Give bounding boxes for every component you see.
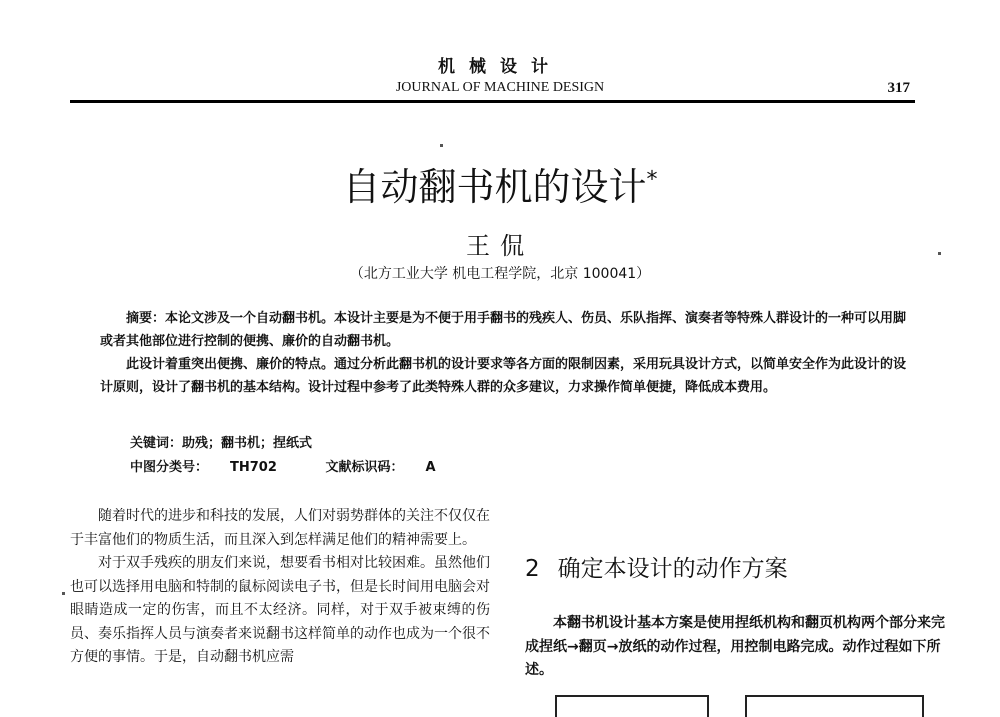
journal-title-en: JOURNAL OF MACHINE DESIGN — [395, 80, 605, 95]
clc-value: TH702 — [230, 460, 277, 475]
clc-label: 中图分类号： — [130, 460, 209, 475]
body-paragraph: 本翻书机设计基本方案是使用捏纸机构和翻页机构两个部分来完成捏纸→翻页→放纸的动作过程，用控制电路完成。动作过程如下所述。 — [525, 615, 945, 678]
classification-line — [130, 456, 480, 475]
scan-speck — [62, 592, 65, 595]
abstract-text-1: 本论文涉及一个自动翻书机。本设计主要是为不便于用手翻书的残疾人、伤员、乐队指挥、演奏者等特殊人群设计的一种可以用脚或者其他部位进行控制的便携、廉价的自动翻书机。 — [100, 311, 907, 349]
section-number: 2 — [525, 556, 540, 582]
scan-speck — [938, 252, 941, 255]
clc-code — [130, 460, 299, 475]
article-title — [0, 156, 1000, 211]
author-affiliation: （北方工业大学 机电工程学院，北京 100041） — [349, 266, 651, 282]
abstract-label: 摘要： — [126, 311, 166, 326]
flowchart-box — [555, 695, 709, 717]
body-paragraph: 对于双手残疾的朋友们来说，想要看书相对比较困难。虽然他们也可以选择用电脑和特制的鼠标阅读电子书，但是长时间用电脑会对眼睛造成一定的伤害，而且不太经济。同样，对于双手被束缚的伤员、奏乐指挥人员与演奏者来说翻书这样简单的动作也成为一个很不方便的事情。于是，自动翻书机应需 — [70, 555, 490, 665]
page-number: 317 — [887, 80, 910, 96]
doc-code-label: 文献标识码： — [325, 460, 404, 475]
body-paragraph: 随着时代的进步和科技的发展，人们对弱势群体的关注不仅仅在于丰富他们的物质生活，而且深入到怎样满足他们的精神需要上。 — [70, 508, 490, 548]
section-title: 确定本设计的动作方案 — [557, 556, 788, 582]
article-title-text: 自动翻书机的设计 — [342, 165, 647, 209]
abstract-para-1 — [100, 307, 915, 353]
header-rule — [70, 100, 915, 103]
keywords-value: 助残；翻书机；捏纸式 — [182, 436, 313, 451]
document-code — [325, 460, 457, 475]
title-footnote-mark: * — [646, 167, 658, 193]
author-name: 王侃 — [466, 232, 534, 260]
keywords — [130, 432, 312, 451]
abstract — [100, 307, 915, 399]
body-left-column — [70, 505, 490, 670]
section-heading — [525, 550, 788, 583]
keywords-label: 关键词： — [130, 436, 183, 451]
scan-speck — [440, 144, 443, 147]
abstract-para-2: 此设计着重突出便携、廉价的特点。通过分析此翻书机的设计要求等各方面的限制因素，采用玩具设计方式，以简单安全作为此设计的设计原则，设计了翻书机的基本结构。设计过程中参考了此类特殊人群的众多建议，力求操作简单便捷，降低成本费用。 — [100, 357, 907, 395]
body-right-column — [525, 612, 945, 683]
doc-code-value: A — [425, 460, 436, 475]
journal-title-cn: 机械设计 — [438, 57, 562, 77]
flowchart-box — [745, 695, 924, 717]
